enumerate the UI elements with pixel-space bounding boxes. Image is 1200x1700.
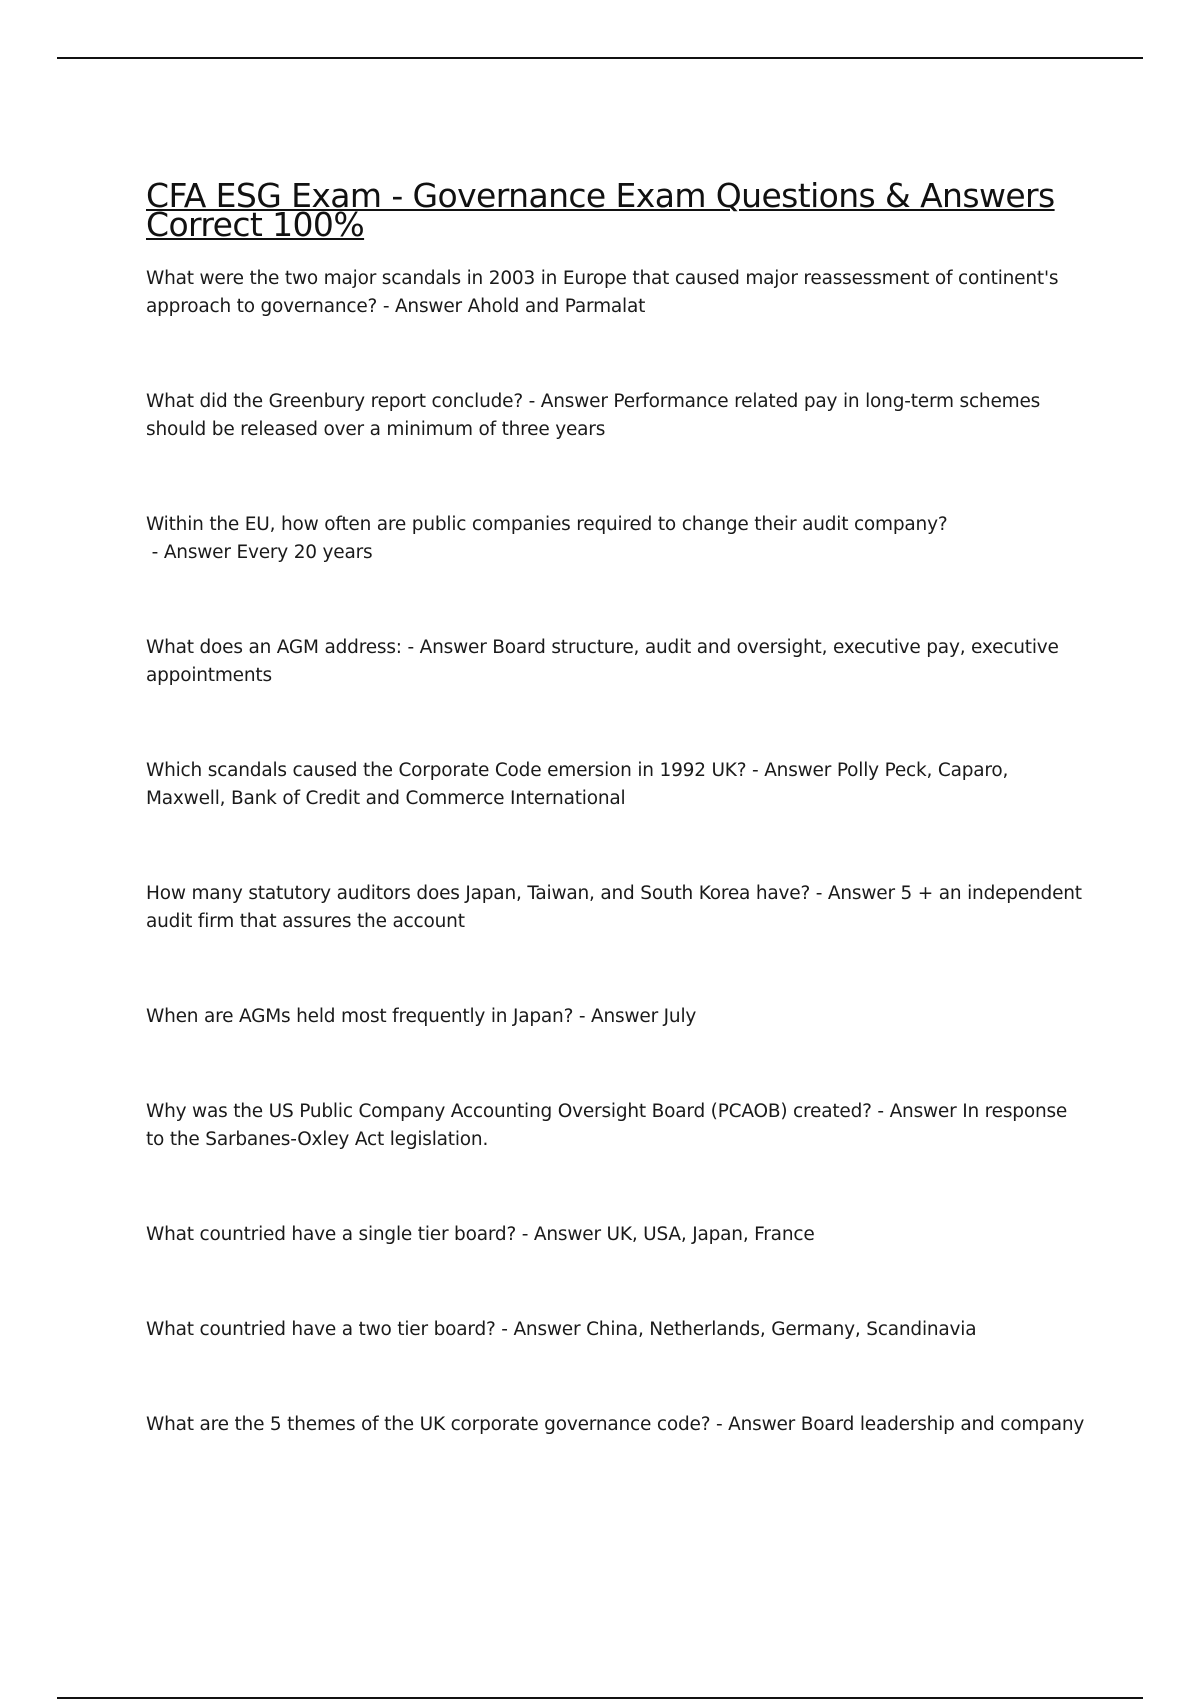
- question-text: Which scandals caused the Corporate Code emersion in 1992 UK?: [146, 760, 747, 781]
- qa-item: [146, 634, 1086, 690]
- question-text: What did the Greenbury report conclude?: [146, 391, 523, 412]
- answer-text: Polly Peck, Caparo, Maxwell, Bank of Credit and Commerce International: [146, 760, 1009, 809]
- qa-item: [146, 1098, 1086, 1154]
- qa-item: [146, 265, 1086, 321]
- qa-list: [146, 265, 1086, 1439]
- qa-item: [146, 511, 1086, 567]
- answer-prefix: - Answer: [710, 1414, 801, 1435]
- question-text: Why was the US Public Company Accounting Oversight Board (PCAOB) created?: [146, 1101, 872, 1122]
- question-text: When are AGMs held most frequently in Japan?: [146, 1006, 574, 1027]
- qa-item: [146, 880, 1086, 936]
- qa-item: [146, 1316, 1086, 1344]
- document-page: [146, 176, 1086, 1506]
- answer-text: Board leadership and company: [800, 1414, 1085, 1435]
- question-text: What countried have a single tier board?: [146, 1224, 517, 1245]
- answer-prefix: - Answer: [401, 637, 493, 658]
- question-text: What countried have a two tier board?: [146, 1319, 496, 1340]
- answer-text: Board structure, audit and oversight, executive pay, executive appointments: [146, 637, 1059, 686]
- qa-item: [146, 388, 1086, 444]
- answer-prefix: - Answer: [522, 391, 614, 412]
- answer-text: July: [663, 1006, 697, 1027]
- answer-text: China, Netherlands, Germany, Scandinavia: [586, 1319, 977, 1340]
- answer-text: In response to the Sarbanes-Oxley Act legislation.: [146, 1101, 1068, 1150]
- answer-text: Ahold and Parmalat: [467, 296, 646, 317]
- answer-prefix: - Answer: [746, 760, 837, 781]
- qa-item: [146, 1221, 1086, 1249]
- answer-prefix: - Answer: [871, 1101, 963, 1122]
- answer-text: Performance related pay in long-term schemes should be released over a minimum of three years: [146, 391, 1041, 440]
- question-text: What were the two major scandals in 2003 in Europe that caused major reassessment of continent's approach to governance?: [146, 268, 1059, 317]
- footer-rule: [57, 1697, 1143, 1699]
- header-rule: [57, 57, 1143, 59]
- answer-text: 5 + an independent audit firm that assures the account: [146, 883, 1082, 932]
- question-text: How many statutory auditors does Japan, Taiwan, and South Korea have?: [146, 883, 811, 904]
- answer-prefix: - Answer: [377, 296, 468, 317]
- answer-text: UK, USA, Japan, France: [606, 1224, 815, 1245]
- question-text: What does an AGM address:: [146, 637, 402, 658]
- answer-prefix: - Answer: [810, 883, 901, 904]
- answer-text: Every 20 years: [236, 542, 373, 563]
- qa-item: [146, 1411, 1086, 1439]
- question-text: What are the 5 themes of the UK corporate governance code?: [146, 1414, 711, 1435]
- answer-prefix: - Answer: [146, 542, 237, 563]
- document-title: CFA ESG Exam - Governance Exam Questions & Answers Correct 100%: [146, 176, 1055, 244]
- answer-prefix: - Answer: [573, 1006, 664, 1027]
- question-text: Within the EU, how often are public companies required to change their audit company?: [146, 514, 948, 535]
- answer-prefix: - Answer: [516, 1224, 607, 1245]
- qa-item: [146, 1003, 1086, 1031]
- answer-prefix: - Answer: [495, 1319, 587, 1340]
- qa-item: [146, 757, 1086, 813]
